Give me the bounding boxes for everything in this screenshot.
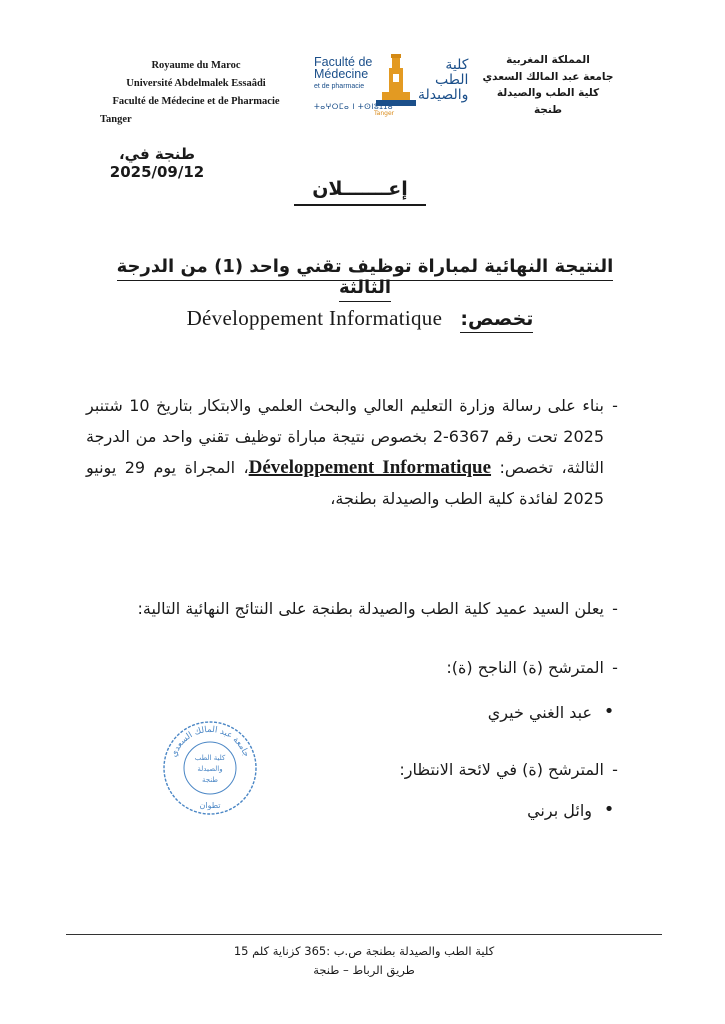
waitlist-label: المترشح (ة) في لائحة الانتظار: <box>399 760 604 779</box>
header-ar-line-2: جامعة عبد المالك السعدي <box>482 70 614 83</box>
winners-dash: - <box>612 658 618 677</box>
paragraph-1-specialty: Développement Informatique <box>248 457 492 478</box>
specialty-value: Développement Informatique <box>186 306 443 330</box>
header-arabic <box>478 52 618 118</box>
stamp-inner-1: كلية الطب <box>194 754 226 762</box>
header-ar-line-1: المملكة المغربية <box>506 54 590 66</box>
logo-ar-line-1: كلية الطب <box>435 57 469 88</box>
stamp-inner-3: طنجة <box>202 776 218 784</box>
winner-name: عبد الغني خيري <box>487 703 592 722</box>
specialty-line <box>130 306 590 331</box>
header-french <box>96 57 296 129</box>
stamp-inner-2: والصيدلة <box>197 765 223 773</box>
footer-address <box>200 942 528 980</box>
paragraph-1 <box>86 390 604 514</box>
paragraph-1-dash: - <box>612 396 618 415</box>
stamp-bottom: تطوان <box>199 801 221 810</box>
header-ar-line-4: طنجة <box>533 103 563 116</box>
waitlist-name: وائل برني <box>527 801 592 820</box>
stamp-outer-path: جامعة عبد المالك السعدي <box>168 724 252 759</box>
header-fr-line-1: Royaume du Maroc <box>151 60 241 71</box>
announcement-title <box>240 178 480 206</box>
announcement-subtitle-text: النتيجة النهائية لمباراة توظيف تقني واحد (1) من الدرجة الثالثة <box>117 256 614 302</box>
specialty-label: تخصص: <box>460 308 533 333</box>
paragraph-2-dash: - <box>612 599 618 618</box>
header-ar-line-3: كلية الطب والصيدلة <box>496 87 600 99</box>
logo-tanger: Tanger <box>374 110 395 117</box>
official-stamp <box>160 718 260 818</box>
logo-fr-line-2: Médecine <box>314 67 369 81</box>
winner-bullet: • <box>603 701 615 722</box>
logo-fr-line-1: Faculté de <box>314 55 373 69</box>
logo-fr-text <box>314 56 372 93</box>
faculty-logo <box>308 52 468 122</box>
header-fr-line-2: Université Abdelmalek Essaâdi <box>126 78 266 89</box>
paragraph-2: يعلن السيد عميد كلية الطب والصيدلة بطنجة على النتائج النهائية التالية: <box>137 599 604 618</box>
header-fr-line-3: Faculté de Médecine et de Pharmacie <box>112 96 280 107</box>
logo-ar-text <box>418 58 468 103</box>
header-fr-line-4: Tanger <box>100 114 132 125</box>
logo-tifinagh: ⵜⴰⵖⵔⵎⴰ ⵏ ⵜⵙⵏⵓⵊⵊⴰ <box>314 102 394 111</box>
footer-line-2: طريق الرباط – طنجة <box>313 963 415 977</box>
paragraph-1-text-b: ، المجراة يوم 29 يونيو 2025 لفائدة كلية الطب والصيدلة بطنجة، <box>86 458 604 508</box>
document-date: طنجة في، 2025/09/12 <box>109 145 205 181</box>
waitlist-bullet: • <box>603 799 615 820</box>
announcement-subtitle <box>90 256 640 298</box>
winners-label: المترشح (ة) الناجح (ة): <box>446 658 604 677</box>
footer-line-1: كلية الطب والصيدلة بطنجة ص.ب :365 كزناية كلم 15 <box>233 944 495 958</box>
logo-ar-line-2: والصيدلة <box>418 87 469 103</box>
paragraph-1-text-a: بناء على رسالة وزارة التعليم العالي والبحث العلمي والابتكار بتاريخ 10 شتنبر 2025 تحت رقم 6367-2 بخصوص نتيجة مباراة توظيف تقني واحد من الدرجة الثالثة، تخصص: <box>86 396 604 477</box>
footer-divider <box>66 934 662 935</box>
logo-fr-line-3: et de pharmacie <box>314 83 365 90</box>
waitlist-dash: - <box>612 760 618 779</box>
announcement-title-text: إعـــــــلان <box>294 178 426 206</box>
